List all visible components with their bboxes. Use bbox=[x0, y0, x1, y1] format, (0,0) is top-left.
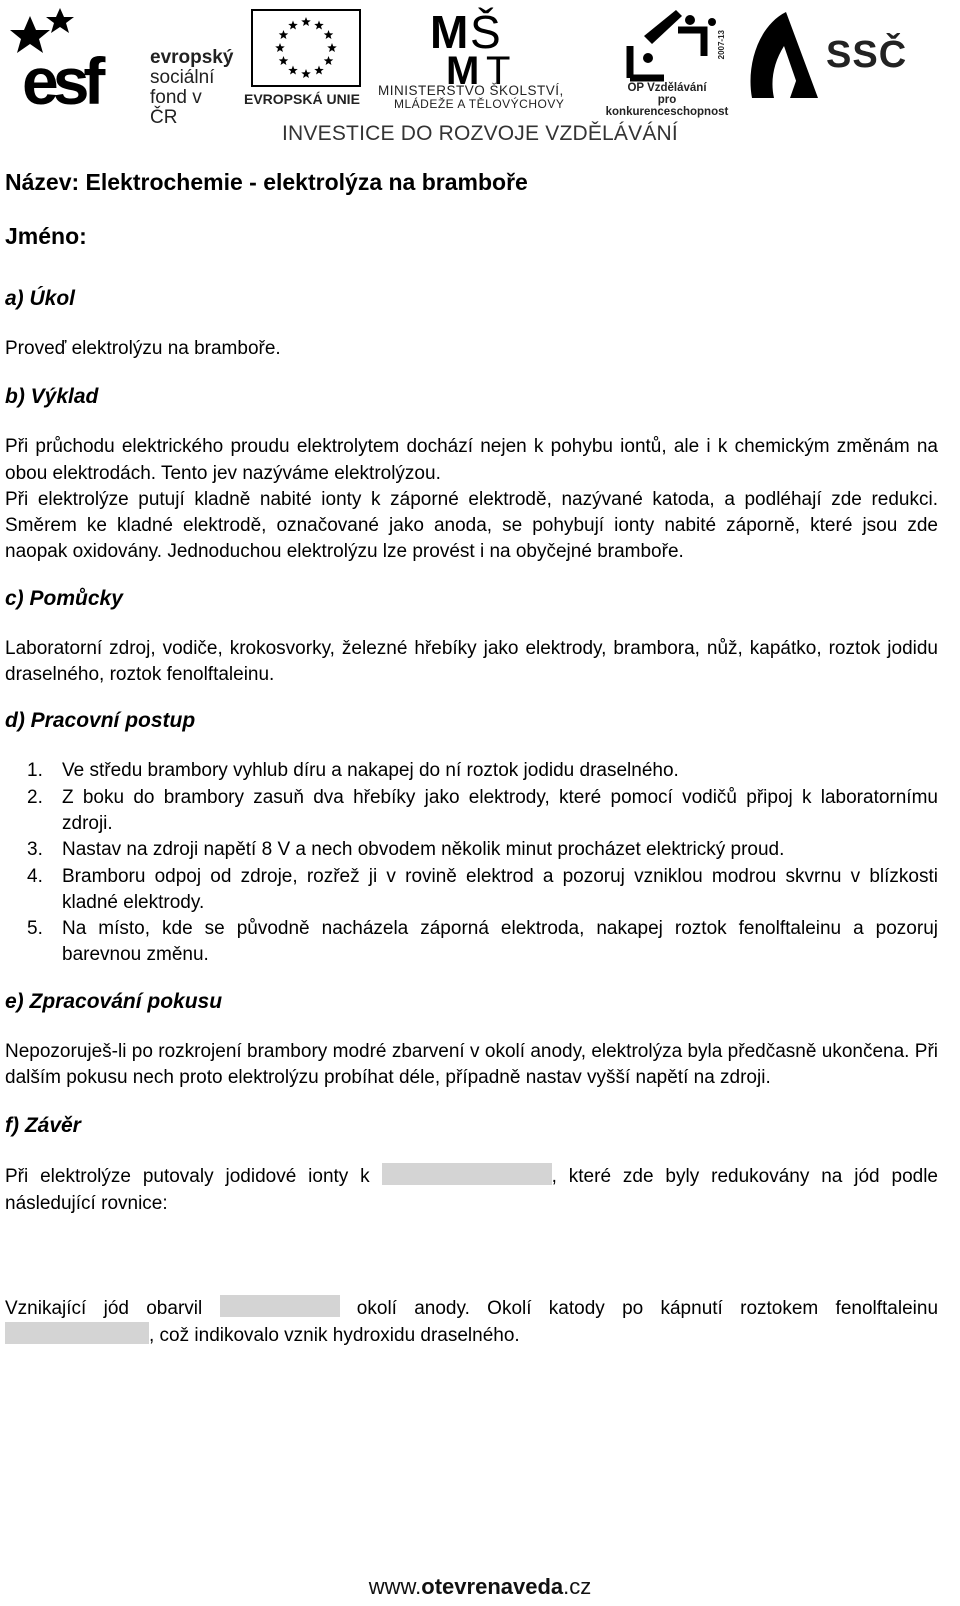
footer-suffix: .cz bbox=[563, 1574, 592, 1599]
svg-text:T: T bbox=[486, 49, 511, 86]
conclusion-text: Vznikající jód obarvil bbox=[5, 1297, 220, 1319]
op-side-label: 2007-13 bbox=[717, 30, 726, 60]
step-text: Na místo, kde se původně nacházela záporná elektroda, nakapej roztok fenolftaleinu a pozoruj barevnou změnu. bbox=[62, 918, 938, 966]
esf-mark bbox=[8, 6, 148, 110]
step-number: 4. bbox=[27, 865, 43, 887]
conclusion-text: , které zde byly redukovány na jód podle následující rovnice: bbox=[5, 1166, 938, 1214]
section-a-text: Proveď elektrolýzu na bramboře. bbox=[5, 338, 281, 359]
svg-text:M: M bbox=[430, 6, 469, 58]
msmt-line1: MINISTERSTVO ŠKOLSTVÍ, bbox=[378, 83, 564, 98]
doc-title: Název: Elektrochemie - elektrolýza na bramboře bbox=[5, 169, 528, 195]
esf-line1: evropský bbox=[150, 47, 234, 68]
answer-blank[interactable] bbox=[220, 1295, 340, 1317]
eu-label: EVROPSKÁ UNIE bbox=[244, 91, 360, 107]
op-line2: pro konkurenceschopnost bbox=[605, 94, 729, 119]
section-b-text2: Při elektrolýze putují kladně nabité ionty k záporné elektrodě, nazývané katoda, a podléhají zde redukci. Směrem ke kladné elektrodě, označované jako anoda, se pohybují ionty nabité záporně, které jsou zde naopak oxidovány. Jednoduchou elektrolýzu lze provést i na obyčejné bramboře. bbox=[5, 488, 938, 563]
op-line1: OP Vzdělávání bbox=[627, 82, 707, 94]
step-text: Z boku do brambory zasuň dva hřebíky jako elektrody, které pomocí vodičů připoj k laboratornímu zdroji. bbox=[62, 786, 938, 834]
section-f-heading: f) Závěr bbox=[5, 1114, 81, 1138]
conclusion-text: okolí anody. Okolí katody po kápnutí roztokem fenolftaleinu bbox=[339, 1297, 939, 1319]
msmt-line2: MLÁDEŽE A TĚLOVÝCHOVY bbox=[394, 97, 565, 112]
step-number: 1. bbox=[27, 760, 43, 782]
section-d-heading: d) Pracovní postup bbox=[5, 709, 196, 733]
svg-text:esf: esf bbox=[22, 44, 100, 110]
answer-blank[interactable] bbox=[5, 1322, 149, 1344]
section-c-heading: c) Pomůcky bbox=[5, 586, 123, 610]
conclusion-sentence-2 bbox=[5, 1295, 938, 1350]
esf-logo bbox=[8, 6, 234, 128]
procedure-list bbox=[5, 758, 938, 968]
footer-prefix: www. bbox=[368, 1574, 422, 1599]
answer-blank[interactable] bbox=[382, 1163, 552, 1185]
msmt-logo bbox=[378, 6, 596, 110]
section-b-heading: b) Výklad bbox=[5, 385, 99, 409]
investice-banner: INVESTICE DO ROZVOJE VZDĚLÁVÁNÍ bbox=[282, 122, 678, 145]
section-a-heading: a) Úkol bbox=[5, 287, 76, 310]
section-e-heading: e) Zpracování pokusu bbox=[5, 989, 223, 1013]
esf-line2: sociální bbox=[150, 66, 215, 88]
svg-text:M: M bbox=[446, 49, 480, 86]
ssc-label: SSČ bbox=[826, 34, 908, 76]
conclusion-sentence-1 bbox=[5, 1163, 938, 1217]
step-text: Nastav na zdroji napětí 8 V a nech obvodem několik minut procházet elektrický proud. bbox=[62, 839, 785, 861]
procedure-step bbox=[5, 864, 938, 917]
step-number: 3. bbox=[27, 839, 43, 861]
section-b-text: Při průchodu elektrického proudu elektrolytem dochází nejen k pohybu iontů, ale i k chemickým změnám na obou elektrodách. Tento jev nazýváme elektrolýzou. bbox=[5, 436, 938, 484]
eu-flag-icon bbox=[242, 6, 370, 88]
worksheet bbox=[5, 168, 938, 1350]
section-e-text: Nepozoruješ-li po rozkrojení brambory modré zbarvení v okolí anody, elektrolýza byla předčasně ukončena. Při dalším pokusu nech proto elektrolýzu probíhat déle, případně nastav vyšší napětí na zdroji. bbox=[5, 1040, 938, 1089]
name-label: Jméno: bbox=[5, 223, 87, 249]
op-logo bbox=[598, 6, 736, 119]
conclusion-text: , což indikovalo vznik hydroxidu draselného. bbox=[149, 1325, 520, 1347]
procedure-step bbox=[5, 837, 938, 863]
procedure-step bbox=[5, 916, 938, 969]
svg-text:Š: Š bbox=[470, 6, 501, 58]
step-text: Bramboru odpoj od zdroje, rozřež ji v rovině elektrod a pozoruj vzniklou modrou skvrnu v blízkosti kladné elektrody. bbox=[62, 865, 938, 913]
step-number: 5. bbox=[27, 918, 43, 940]
step-text: Ve středu brambory vyhlub díru a nakapej do ní roztok jodidu draselného. bbox=[62, 760, 679, 782]
step-number: 2. bbox=[27, 786, 43, 808]
section-c-text: Laboratorní zdroj, vodiče, krokosvorky, železné hřebíky jako elektrody, brambora, nůž, kapátko, roztok jodidu draselného, roztok fenolftaleinu. bbox=[5, 637, 938, 686]
esf-line3: fond v ČR bbox=[150, 86, 202, 128]
procedure-step bbox=[5, 785, 938, 838]
footer-domain: otevrenaveda bbox=[421, 1574, 564, 1599]
eu-logo bbox=[242, 6, 370, 110]
ssc-logo bbox=[740, 6, 920, 110]
footer-url bbox=[0, 1574, 960, 1600]
msmt-mark bbox=[378, 6, 596, 86]
procedure-step bbox=[5, 758, 938, 784]
op-mark bbox=[624, 6, 724, 82]
conclusion-text: Při elektrolýze putovaly jodidové ionty k bbox=[5, 1166, 382, 1188]
